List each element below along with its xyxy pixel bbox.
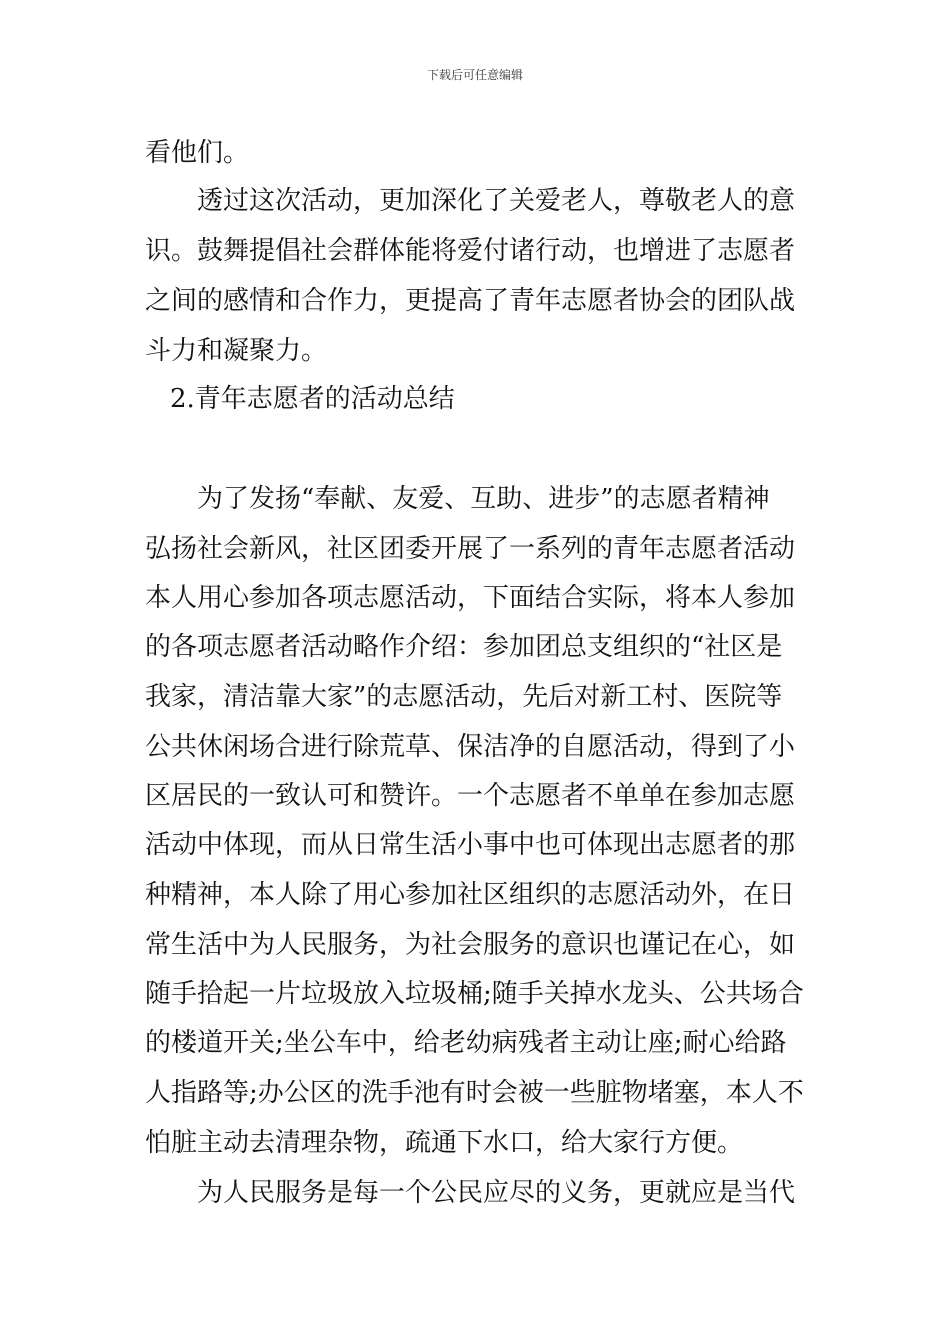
text-line: 为人民服务是每一个公民应尽的义务，更就应是当代 — [197, 1178, 796, 1208]
text-line: 公共休闲场合进行除荒草、保洁净的自愿活动，得到了小 — [145, 732, 796, 762]
text-line: 弘扬社会新风，社区团委开展了一系列的青年志愿者活动 — [145, 534, 796, 564]
text-line: 随手拾起一片垃圾放入垃圾桶;随手关掉水龙头、公共场合 — [145, 979, 804, 1009]
text-line: 我家，清洁靠大家”的志愿活动，先后对新工村、医院等 — [145, 682, 783, 712]
text-line: 的楼道开关;坐公车中，给老幼病残者主动让座;耐心给路 — [145, 1028, 787, 1058]
text-line: 斗力和凝聚力。 — [145, 336, 328, 366]
text-line: 为了发扬“奉献、友爱、互助、进步”的志愿者精神 — [197, 484, 770, 514]
text-line: 识。鼓舞提倡社会群体能将爱付诸行动，也增进了志愿者 — [145, 236, 796, 266]
section-heading: 2.青年志愿者的活动总结 — [170, 384, 455, 414]
text-line: 活动中体现，而从日常生活小事中也可体现出志愿者的那 — [145, 830, 796, 860]
text-line: 透过这次活动，更加深化了关爱老人，尊敬老人的意 — [197, 186, 796, 216]
text-line: 之间的感情和合作力，更提高了青年志愿者协会的团队战 — [145, 286, 796, 316]
text-line: 人指路等;办公区的洗手池有时会被一些脏物堵塞，本人不 — [145, 1078, 804, 1108]
text-line: 看他们。 — [145, 138, 250, 168]
text-line: 种精神，本人除了用心参加社区组织的志愿活动外，在日 — [145, 880, 796, 910]
text-line: 怕脏主动去清理杂物，疏通下水口，给大家行方便。 — [145, 1128, 744, 1158]
text-line: 本人用心参加各项志愿活动，下面结合实际，将本人参加 — [145, 583, 796, 613]
text-line: 的各项志愿者活动略作介绍：参加团总支组织的“社区是 — [145, 632, 783, 662]
text-line: 区居民的一致认可和赞许。一个志愿者不单单在参加志愿 — [145, 781, 796, 811]
page-header: 下载后可任意编辑 — [426, 68, 523, 82]
text-line: 常生活中为人民服务，为社会服务的意识也谨记在心，如 — [145, 930, 796, 960]
